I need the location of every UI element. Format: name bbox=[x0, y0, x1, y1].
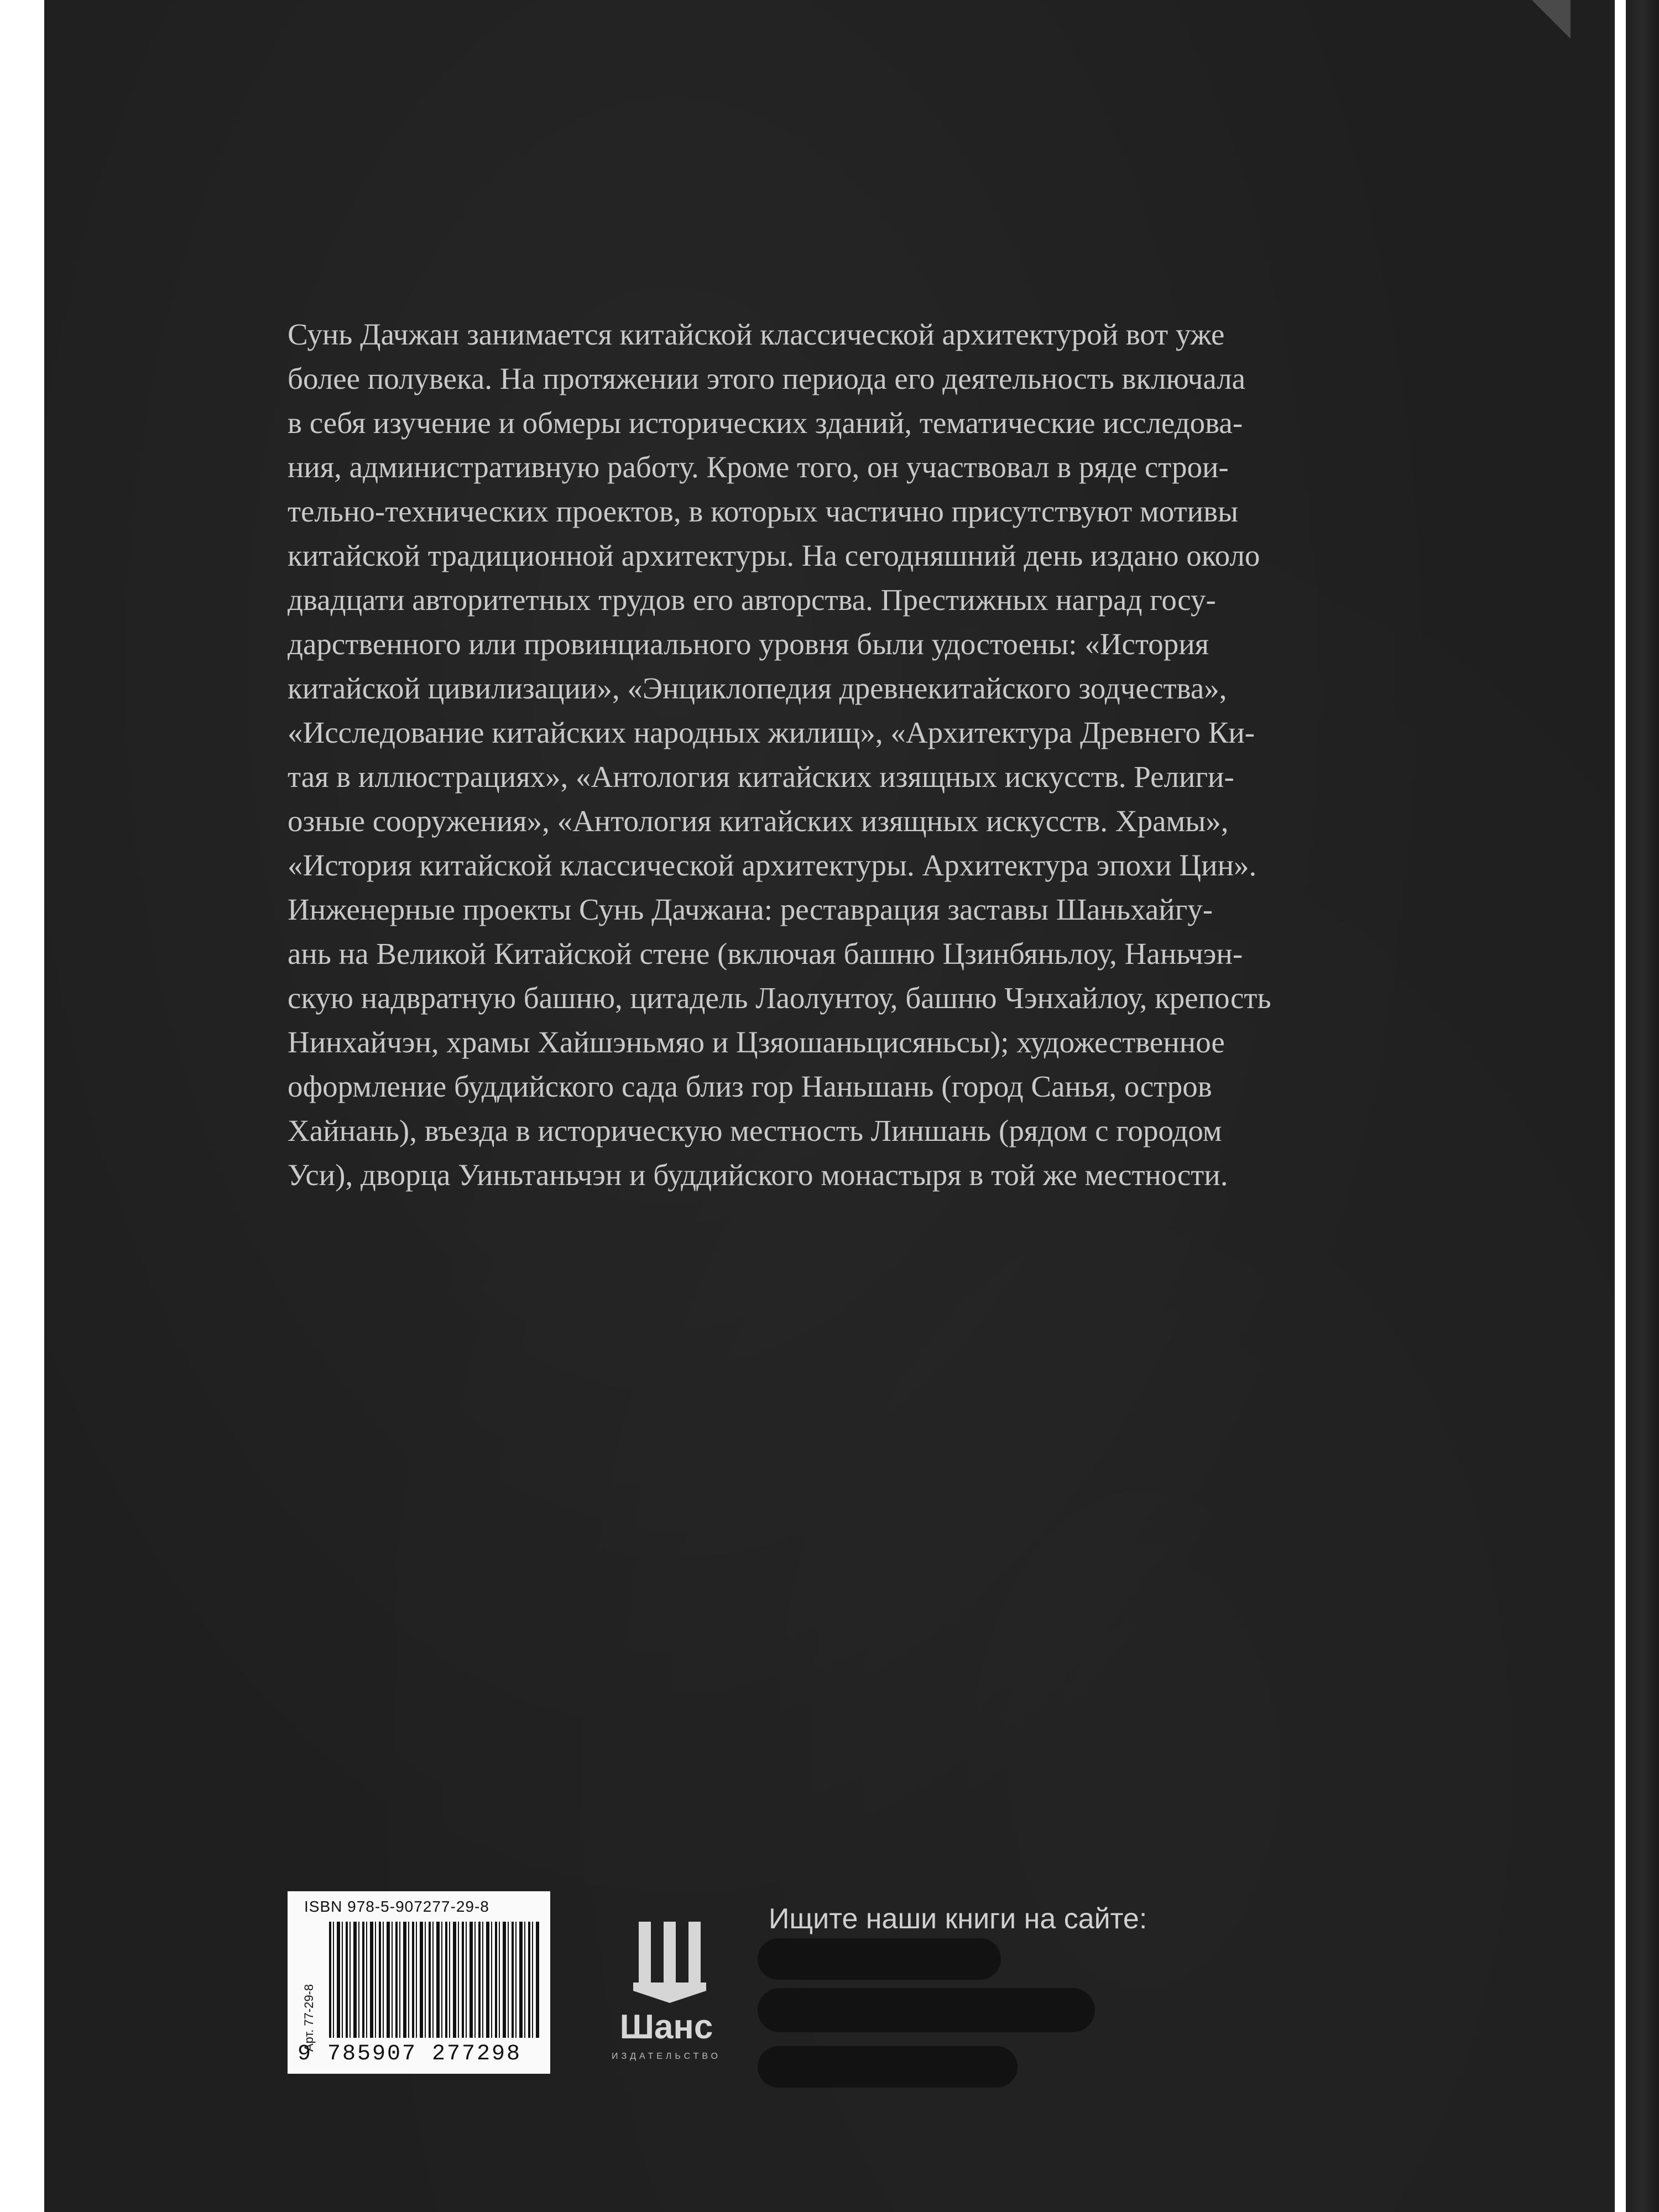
text-line: «Исследование китайских народных жилищ», «Архитектура Древнего Ки- bbox=[288, 716, 1255, 749]
ean-digits: 9 785907 277298 bbox=[298, 2042, 522, 2067]
text-line: тельно-технических проектов, в которых частично присутствуют мотивы bbox=[288, 494, 1239, 528]
text-line: «История китайской классической архитектуры. Архитектура эпохи Цин». bbox=[288, 848, 1257, 882]
text-line: озные сооружения», «Антология китайских изящных искусств. Храмы», bbox=[288, 804, 1229, 838]
redacted-block bbox=[758, 1938, 1001, 1980]
publisher-name: Шанс bbox=[619, 2008, 713, 2046]
text-line: дарственного или провинциального уровня были удостоены: «История bbox=[288, 627, 1209, 661]
text-line: Уси), дворца Уиньтаньчэн и буддийского монастыря в той же местности. bbox=[288, 1158, 1228, 1192]
text-line: оформление буддийского сада близ гор Наньшань (город Санья, остров bbox=[288, 1070, 1212, 1103]
text-line: Инженерные проекты Сунь Дачжана: реставрация заставы Шаньхайгу- bbox=[288, 893, 1213, 926]
cover-corner bbox=[1532, 0, 1571, 39]
text-line: Хайнань), въезда в историческую местность Линшань (рядом с городом bbox=[288, 1114, 1222, 1147]
text-line: ань на Великой Китайской стене (включая башню Цзинбяньлоу, Наньчэн- bbox=[288, 937, 1243, 971]
cover-edge-shadow bbox=[1626, 0, 1659, 2212]
publisher-subtitle: ИЗДАТЕЛЬСТВО bbox=[612, 2052, 721, 2061]
text-line: скую надвратную башню, цитадель Лаолунтоу, башню Чэнхайлоу, крепость bbox=[288, 981, 1271, 1015]
barcode-label bbox=[288, 1891, 550, 2074]
text-line: в себя изучение и обмеры исторических зданий, тематические исследова- bbox=[288, 406, 1243, 440]
redacted-block bbox=[758, 1988, 1095, 2032]
isbn-text: ISBN 978-5-907277-29-8 bbox=[304, 1898, 489, 1915]
text-line: двадцати авторитетных трудов его авторства. Престижных наград госу- bbox=[288, 583, 1216, 617]
article-number: Арт. 77-29-8 bbox=[302, 1984, 316, 2052]
text-line: тая в иллюстрациях», «Антология китайских изящных искусств. Религи- bbox=[288, 760, 1234, 794]
text-line: китайской традиционной архитектуры. На сегодняшний день издано около bbox=[288, 539, 1260, 572]
text-line: китайской цивилизации», «Энциклопедия древнекитайского зодчества», bbox=[288, 671, 1227, 705]
author-biography bbox=[288, 312, 1371, 1197]
text-line: Нинхайчэн, храмы Хайшэньмяо и Цзяошаньцисяньсы); художественное bbox=[288, 1025, 1225, 1059]
website-prompt: Ищите наши книги на сайте: bbox=[769, 1903, 1147, 1935]
text-line: Сунь Дачжан занимается китайской классической архитектурой вот уже bbox=[288, 317, 1225, 351]
redacted-block bbox=[758, 2046, 1018, 2088]
text-line: ния, административную работу. Кроме того, он участвовал в ряде строи- bbox=[288, 450, 1229, 484]
text-line: более полувека. На протяжении этого периода его деятельность включала bbox=[288, 362, 1246, 395]
barcode-bars bbox=[329, 1922, 539, 2038]
